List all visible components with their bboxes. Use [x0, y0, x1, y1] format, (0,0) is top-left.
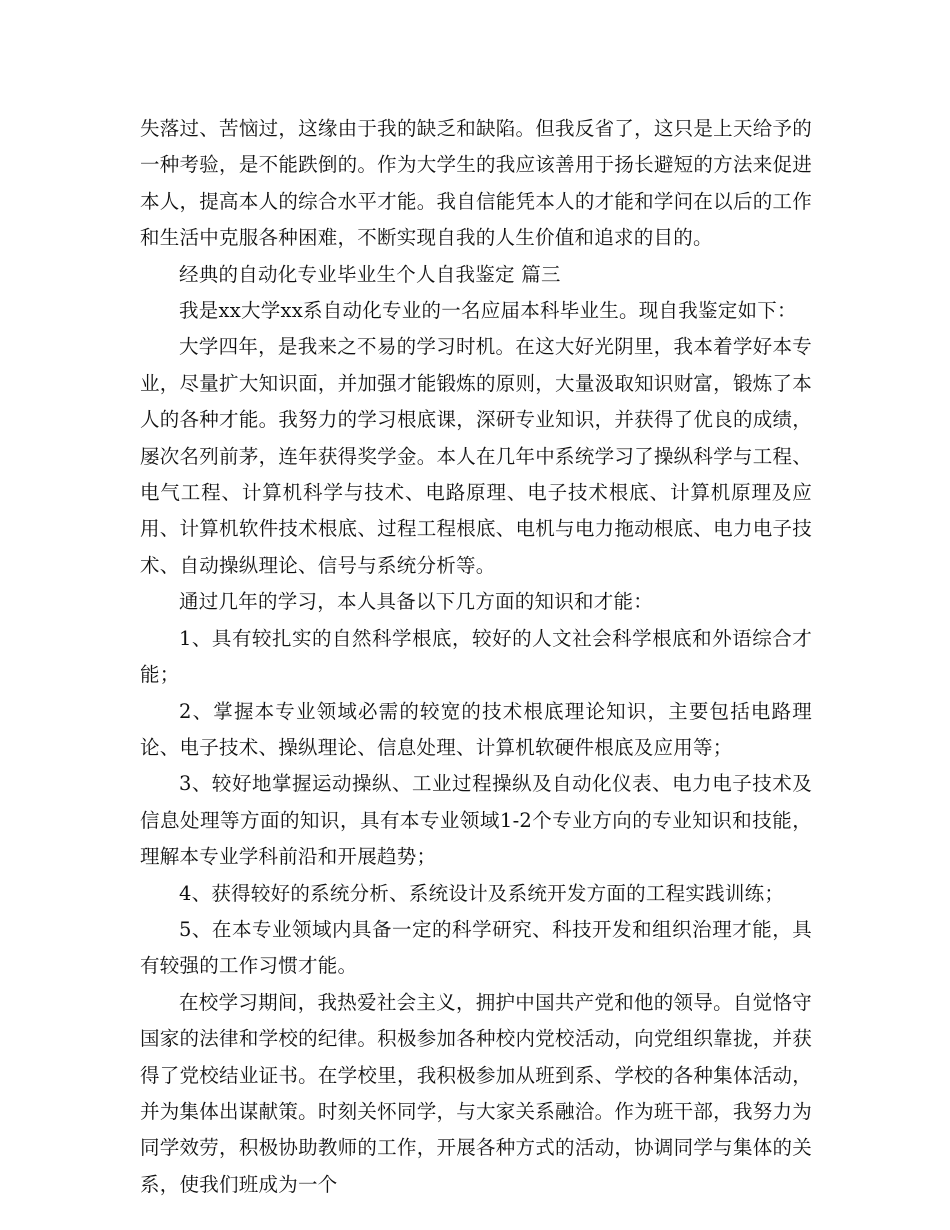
document-page [140, 111, 812, 1203]
list-item-3: 3、较好地掌握运动操纵、工业过程操纵及自动化仪表、电力电子技术及信息处理等方面的知识，具有本专业领域1-2个专业方向的专业知识和技能，理解本专业学科前沿和开展趋势； [140, 772, 812, 869]
paragraph-campus-life: 在校学习期间，我热爱社会主义，拥护中国共产党和他的领导。自觉恪守国家的法律和学校的纪律。积极参加各种校内党校活动，向党组织靠拢，并获得了党校结业证书。在学校里，我积极参加从班到系、学校的各种集体活动，并为集体出谋献策。时刻关怀同学，与大家关系融洽。作为班干部，我努力为同学效劳，积极协助教师的工作，开展各种方式的活动，协调同学与集体的关系，使我们班成为一个 [140, 990, 812, 1196]
paragraph-study: 大学四年，是我来之不易的学习时机。在这大好光阴里，我本着学好本专业，尽量扩大知识面，并加强才能锻炼的原则，大量汲取知识财富，锻炼了本人的各种才能。我努力的学习根底课，深研专业知识，并获得了优良的成绩，屡次名列前茅，连年获得奖学金。本人在几年中系统学习了操纵科学与工程、电气工程、计算机科学与技术、电路原理、电子技术根底、计算机原理及应用、计算机软件技术根底、过程工程根底、电机与电力拖动根底、电力电子技术、自动操纵理论、信号与系统分析等。 [140, 335, 812, 577]
list-item-5: 5、在本专业领域内具备一定的科学研究、科技开发和组织治理才能，具有较强的工作习惯才能。 [140, 917, 812, 978]
list-item-1: 1、具有较扎实的自然科学根底，较好的人文社会科学根底和外语综合才能； [140, 626, 812, 687]
paragraph-intro: 我是xx大学xx系自动化专业的一名应届本科毕业生。现自我鉴定如下： [179, 299, 797, 323]
paragraph-1: 失落过、苦恼过，这缘由于我的缺乏和缺陷。但我反省了，这只是上天给予的一种考验，是不能跌倒的。作为大学生的我应该善用于扬长避短的方法来促进本人，提高本人的综合水平才能。我自信能凭本人的才能和学问在以后的工作和生活中克服各种困难，不断实现自我的人生价值和追求的目的。 [140, 117, 812, 250]
paragraph-abilities-lead: 通过几年的学习，本人具备以下几方面的知识和才能： [179, 590, 654, 614]
section-heading: 经典的自动化专业毕业生个人自我鉴定 篇三 [179, 262, 561, 286]
list-item-4: 4、获得较好的系统分析、系统设计及系统开发方面的工程实践训练； [179, 881, 785, 905]
list-item-2: 2、掌握本专业领域必需的较宽的技术根底理论知识，主要包括电路理论、电子技术、操纵理论、信息处理、计算机软硬件根底及应用等； [140, 699, 812, 759]
